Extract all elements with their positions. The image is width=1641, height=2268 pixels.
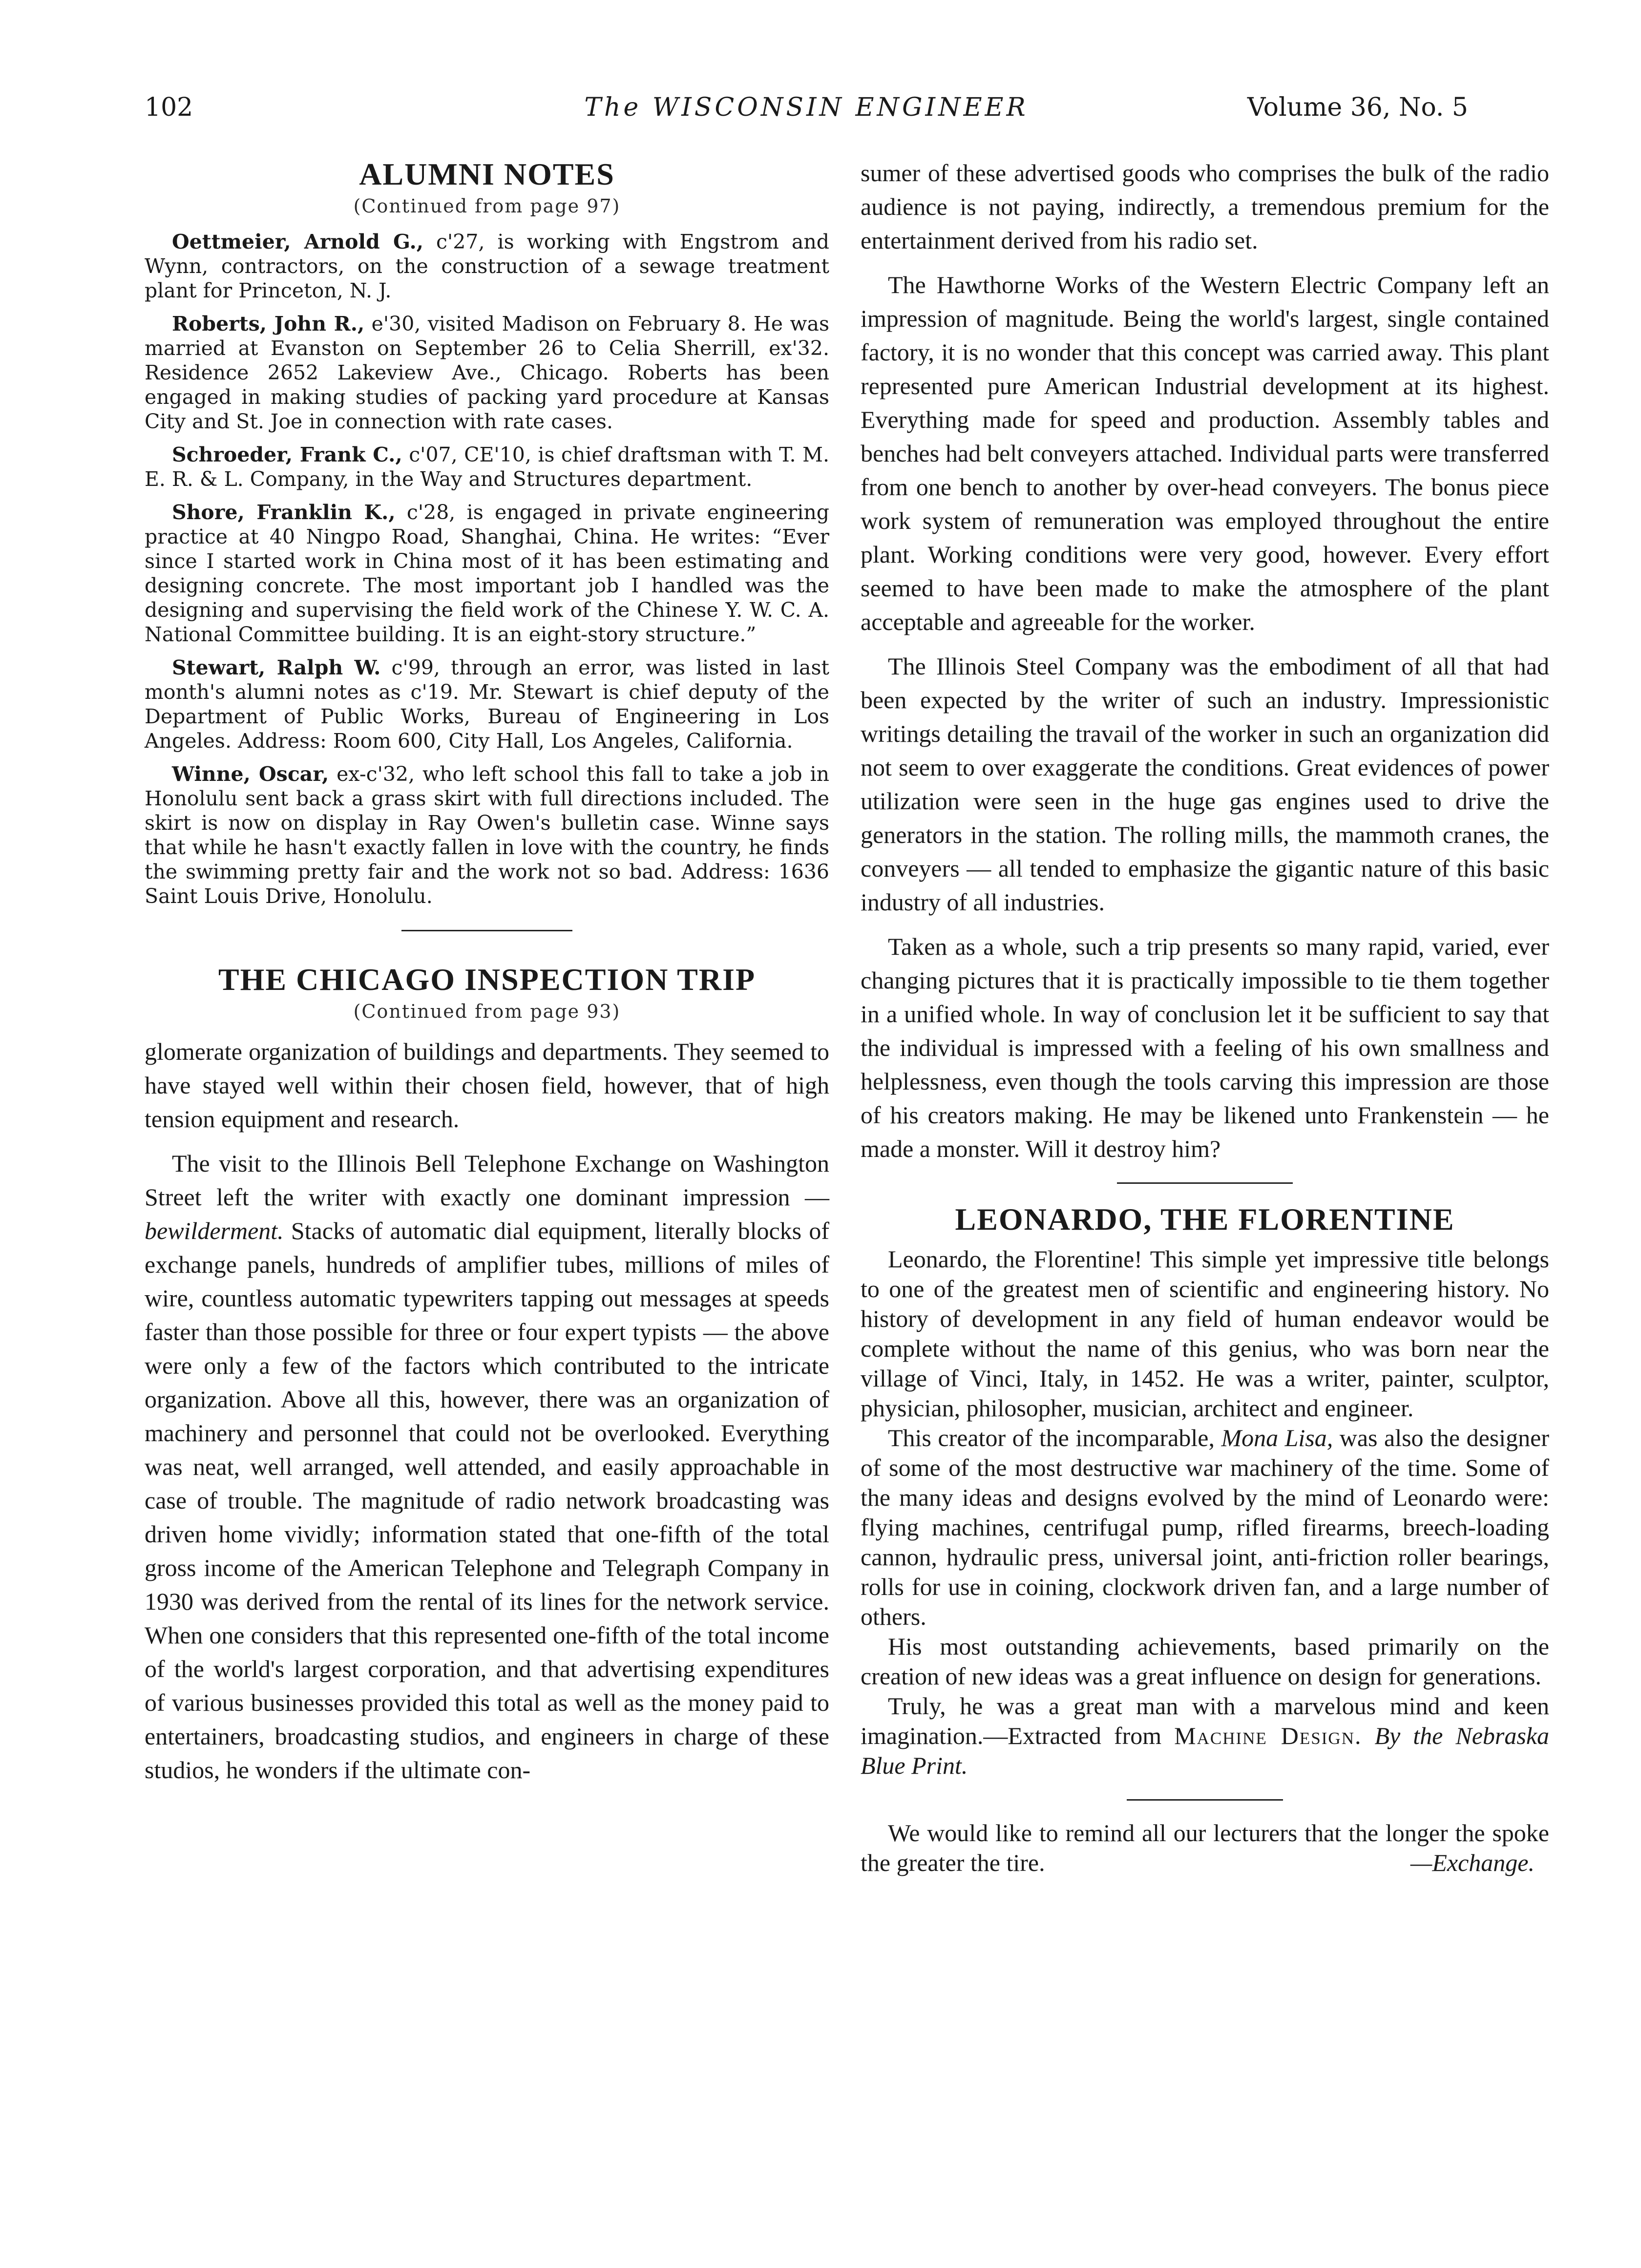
- attribution: —Exchange.: [1410, 1849, 1535, 1876]
- alumni-entry: [145, 442, 829, 491]
- chicago-trip-body-right: [861, 156, 1549, 1166]
- paragraph: His most outstanding achievements, based primarily on the creation of new ideas was a great influence on design for generations.: [861, 1633, 1549, 1690]
- journal-title: The WISCONSIN ENGINEER: [584, 93, 1029, 122]
- alumni-name: Winne, Oscar,: [172, 762, 329, 786]
- source-name: Machine Design.: [1174, 1722, 1362, 1749]
- alumni-name: Roberts, John R.,: [172, 312, 365, 336]
- alumni-name: Shore, Franklin K.,: [172, 501, 396, 524]
- page-header: [145, 93, 1468, 132]
- alumni-name: Stewart, Ralph W.: [172, 656, 381, 679]
- alumni-text: c'28, is engaged in private engineering practice at 40 Ningpo Road, Shanghai, China. He writes: “Ever since I started work in China most of it has been estimating and designing concrete. The most important job I handled was the designing and supervising the field work of the Chinese Y. W. C. A. National Committee building. It is an eight-story structure.”: [145, 501, 830, 646]
- paragraph: This creator of the incomparable, Mona Lisa, was also the designer of some of the most destructive war machinery of the time. Some of the many ideas and designs evolved by the mind of Leonardo were: flying machines, centrifugal pump, rifled firearms, breech-loading cannon, hydraulic press, universal joint, anti-friction roller bearings, rolls for use in coining, clockwork driven fan, and a large number of others.: [861, 1424, 1549, 1630]
- paragraph: We would like to remind all our lecturers that the longer the spoke the greater the tire. —Exchange.: [861, 1818, 1549, 1878]
- emphasis: Mona Lisa,: [1221, 1424, 1333, 1451]
- alumni-entry: [145, 312, 829, 434]
- leonardo-body: [861, 1244, 1549, 1781]
- chicago-trip-heading: THE CHICAGO INSPECTION TRIP: [218, 962, 756, 997]
- paragraph: sumer of these advertised goods who comprises the bulk of the radio audience is not paying, indirectly, a tremendous premium for the entertainment derived from his radio set.: [861, 159, 1549, 254]
- leonardo-heading: LEONARDO, THE FLORENTINE: [955, 1202, 1455, 1237]
- paragraph: glomerate organization of buildings and departments. They seemed to have stayed well within their chosen field, however, that of high tension equipment and research.: [145, 1038, 829, 1133]
- alumni-entry: [145, 762, 829, 908]
- closing-quip: [861, 1818, 1549, 1878]
- alumni-notes-continued: (Continued from page 97): [353, 195, 621, 217]
- chicago-trip-body-left: [145, 1035, 829, 1787]
- section-divider: [1127, 1799, 1283, 1801]
- alumni-text: ex-c'32, who left school this fall to take a job in Honolulu sent back a grass skirt with full directions included. The skirt is now on display in Ray Owen's bulletin case. Winne says that while he hasn't exactly fallen in love with the country, he finds the swimming pretty fair and the work not so bad. Address: 1636 Saint Louis Drive, Honolulu.: [145, 762, 829, 908]
- source-credit: By the Nebraska Blue Print.: [861, 1722, 1550, 1779]
- section-divider: [401, 930, 572, 931]
- alumni-entry: [145, 655, 829, 753]
- alumni-text: e'30, visited Madison on February 8. He was married at Evanston on September 26 to Celia Sherrill, ex'32. Residence 2652 Lakeview Ave., Chicago. Roberts has been engaged in making studies of packing yard procedure at Kansas City and St. Joe in connection with rate cases.: [145, 312, 830, 433]
- paragraph: Taken as a whole, such a trip presents so many rapid, varied, ever changing pictures that it is practically impossible to tie them together in a unified whole. In way of conclusion let it be sufficient to say that the individual is impressed with a feeling of his own smallness and helplessness, even though the tools carving this impression are those of his creators making. He may be likened unto Frankenstein — he made a monster. Will it destroy him?: [861, 933, 1549, 1162]
- paragraph: The Illinois Steel Company was the embodiment of all that had been expected by the writer of such an industry. Impressionistic writings detailing the travail of the worker in such an organization did not seem to over exaggerate the conditions. Great evidences of power utilization were seen in the huge gas engines used to drive the generators in the station. The rolling mills, the mammoth cranes, the conveyers — all tended to emphasize the gigantic nature of this basic industry of all industries.: [861, 652, 1549, 916]
- paragraph: The visit to the Illinois Bell Telephone Exchange on Washington Street left the writer with exactly one dominant impression — bewilderment. Stacks of automatic dial equipment, literally blocks of exchange panels, hundreds of amplifier tubes, millions of miles of wire, countless automatic typewriters tapping out messages at speeds faster than those possible for three or four expert typists — the above were only a few of the factors which contributed to the intricate organization. Above all this, however, there was an organization of machinery and personnel that could not be overlooked. Everything was neat, well arranged, well attended, and easily approachable in case of trouble. The magnitude of radio network broadcasting was driven home vividly; information stated that one-fifth of the total gross income of the American Telephone and Telegraph Company in 1930 was derived from the rental of its lines for the network service. When one considers that this represented one-fifth of the total income of the world's largest corporation, and that advertising expenditures of various businesses provided this total as well as the money paid to entertainers, broadcasting studios, and engineers in charge of these studios, he wonders if the ultimate con-: [145, 1150, 829, 1784]
- alumni-notes-heading: ALUMNI NOTES: [359, 157, 615, 191]
- section-divider: [1117, 1182, 1293, 1184]
- chicago-trip-continued: (Continued from page 93): [353, 1001, 621, 1022]
- alumni-entry: [145, 500, 829, 647]
- paragraph: Leonardo, the Florentine! This simple yet impressive title belongs to one of the greatest men of scientific and engineering history. No history of development in any field of human endeavor would be complete without the name of this genius, who was born near the village of Vinci, Italy, in 1452. He was a writer, painter, sculptor, physician, philosopher, musician, architect and engineer.: [861, 1245, 1549, 1422]
- alumni-entry: [145, 230, 829, 303]
- paragraph: The Hawthorne Works of the Western Electric Company left an impression of magnitude. Being the world's largest, single contained factory, it is no wonder that this concept was carried away. This plant represented pure American Industrial development at its highest. Everything made for speed and production. Assembly tables and benches had belt conveyers attached. Individual parts were transferred from one bench to another by over-head conveyers. The bonus piece work system of remuneration was employed throughout the entire plant. Working conditions were very good, however. Every effort seemed to have been made to make the atmosphere of the plant acceptable and agreeable for the worker.: [861, 271, 1549, 635]
- emphasis: bewilderment.: [145, 1217, 284, 1244]
- alumni-text: c'07, CE'10, is chief draftsman with T. M. E. R. & L. Company, in the Way and Structures department.: [145, 443, 829, 491]
- alumni-name: Schroeder, Frank C.,: [172, 443, 402, 466]
- volume-issue: Volume 36, No. 5: [1247, 93, 1468, 122]
- right-column: [861, 156, 1549, 1878]
- left-column: [145, 156, 829, 1798]
- alumni-notes-list: [145, 230, 829, 908]
- paragraph: Truly, he was a great man with a marvelous mind and keen imagination.—Extracted from Machine Design. By the Nebraska Blue Print.: [861, 1692, 1550, 1779]
- alumni-text: c'27, is working with Engstrom and Wynn, contractors, on the construction of a sewage treatment plant for Princeton, N. J.: [145, 230, 829, 302]
- alumni-name: Oettmeier, Arnold G.,: [172, 230, 424, 253]
- alumni-text: c'99, through an error, was listed in last month's alumni notes as c'19. Mr. Stewart is chief deputy of the Department of Public Works, Bureau of Engineering in Los Angeles. Address: Room 600, City Hall, Los Angeles, California.: [145, 656, 830, 753]
- page-number: 102: [145, 93, 193, 122]
